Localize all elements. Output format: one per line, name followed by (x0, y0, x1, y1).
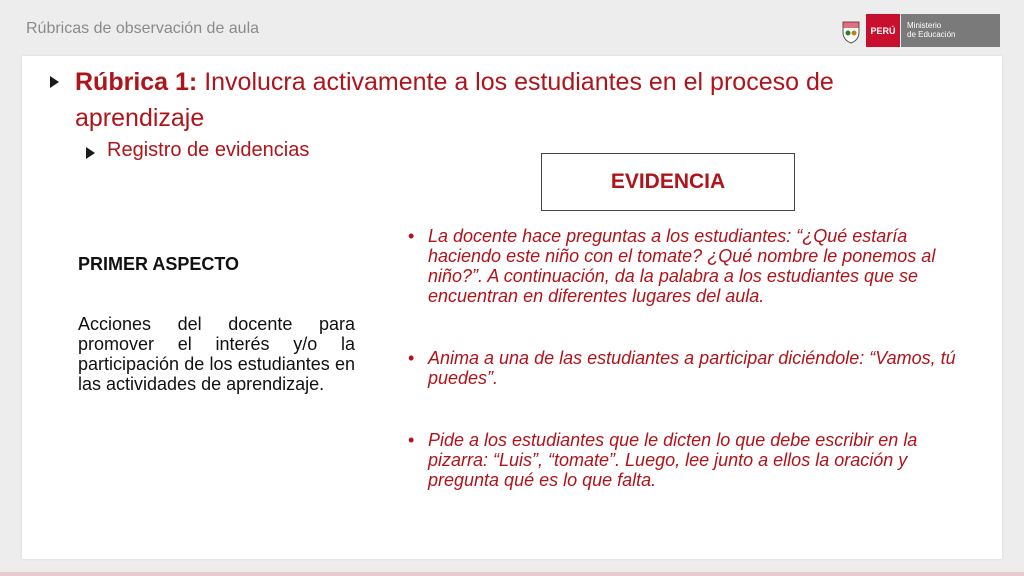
logo-line2: de Educación (907, 30, 956, 39)
top-bar (0, 0, 1024, 56)
evidence-text: Anima a una de las estudiantes a participar diciéndole: “Vamos, tú puedes”. (428, 348, 956, 388)
logo-line1: Ministerio (907, 21, 942, 30)
evidence-box: EVIDENCIA (541, 153, 795, 211)
footer-line (0, 572, 1024, 576)
logo-country: PERÚ (866, 14, 900, 47)
rubric-number: Rúbrica 1: (75, 68, 198, 96)
minedu-logo (836, 14, 1000, 47)
evidence-item (408, 348, 956, 388)
evidence-text: Pide a los estudiantes que le dicten lo que debe escribir en la pizarra: “Luis”, “tomate”. Luego, lee junto a ellos la oración y pregunta qué es lo que falta. (428, 430, 918, 490)
presentation-title: Rúbricas de observación de aula (26, 20, 260, 37)
slide-canvas (22, 56, 1002, 559)
bullet-dot-icon: • (408, 226, 415, 246)
rubric-title: Involucra activamente a los estudiantes en el proceso de aprendizaje (75, 68, 834, 132)
subheading: Registro de evidencias (107, 139, 310, 161)
aspect-title: PRIMER ASPECTO (78, 254, 240, 274)
rubric-heading (75, 64, 955, 136)
bullet-dot-icon: • (408, 430, 415, 450)
sub-bullet-arrow-icon (86, 147, 95, 159)
bullet-dot-icon: • (408, 348, 415, 368)
evidence-item (408, 226, 956, 306)
aspect-description: Acciones del docente para promover el interés y/o la participación de los estudiantes en las actividades de aprendizaje. (78, 314, 355, 394)
coat-of-arms-icon (836, 14, 866, 47)
evidence-text: La docente hace preguntas a los estudiantes: “¿Qué estaría haciendo este niño con el tomate? ¿Qué nombre le ponemos al niño?”. A continuación, da la palabra a los estudiantes que se encuentran en diferentes lugares del aula. (428, 226, 936, 306)
evidence-list (408, 226, 956, 490)
bullet-arrow-icon (50, 76, 59, 88)
logo-ministry (900, 14, 1000, 47)
evidence-item (408, 430, 956, 490)
